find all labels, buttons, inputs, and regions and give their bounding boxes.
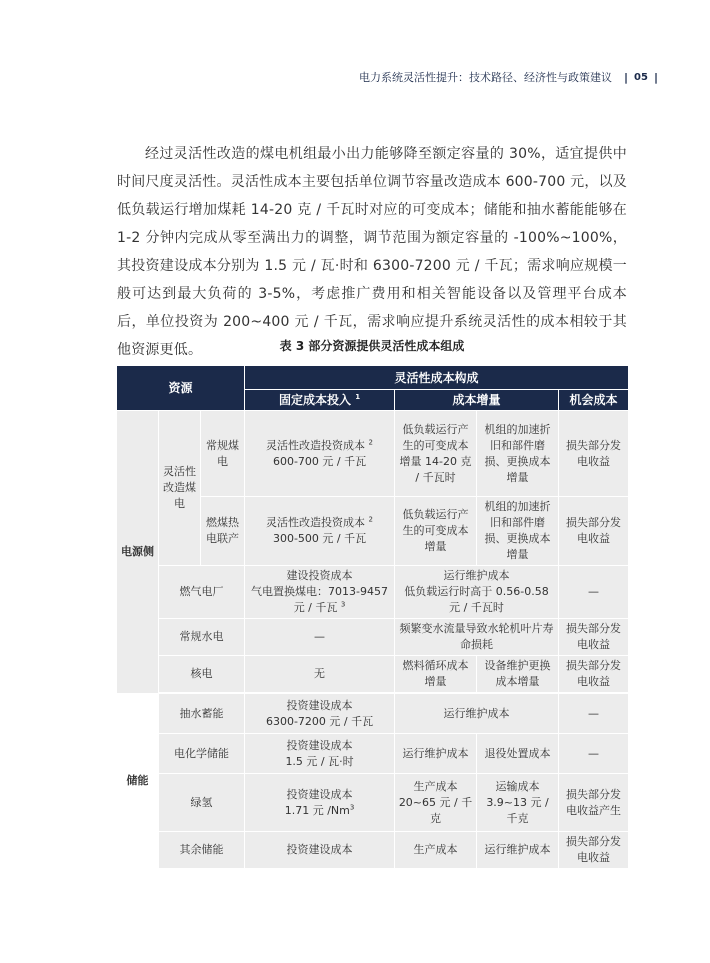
electrochem-opportunity: —	[559, 734, 629, 774]
flex-coal-label: 灵活性改造煤电	[159, 411, 201, 566]
pumped-increment: 运行维护成本	[395, 694, 559, 734]
cost-table	[116, 365, 629, 869]
table-row	[117, 566, 629, 619]
gas-fixed: 建设投资成本 气电置换煤电：7013-9457 元 / 千瓦 $^3$	[245, 566, 395, 619]
header-composition: 灵活性成本构成	[245, 366, 629, 390]
group-storage: 储能	[117, 694, 159, 869]
header-resource: 资源	[117, 366, 245, 411]
row-name-pumped: 抽水蓄能	[159, 694, 245, 734]
conv-coal-increment-b: 机组的加速折旧和部件磨损、更换成本增量	[477, 411, 559, 497]
electrochem-increment-a: 运行维护成本	[395, 734, 477, 774]
nuclear-increment-b: 设备维护更换成本增量	[477, 656, 559, 693]
chp-coal-fixed: 灵活性改造投资成本 $^2$ 300-500 元 / 千瓦	[245, 497, 395, 566]
table-row	[117, 619, 629, 656]
gas-opportunity: —	[559, 566, 629, 619]
table-row	[117, 694, 629, 734]
conv-coal-opportunity: 损失部分发电收益	[559, 411, 629, 497]
row-name-chp-coal: 燃煤热电联产	[201, 497, 245, 566]
table-row	[117, 734, 629, 774]
electrochem-increment-b: 退役处置成本	[477, 734, 559, 774]
row-name-gas: 燃气电厂	[159, 566, 245, 619]
electrochem-fixed: 投资建设成本 1.5 元 / 瓦·时	[245, 734, 395, 774]
header-increment: 成本增量	[395, 390, 559, 411]
header-fixed: 固定成本投入 $^1$	[245, 390, 395, 411]
pumped-fixed: 投资建设成本 6300-7200 元 / 千瓦	[245, 694, 395, 734]
header-opportunity: 机会成本	[559, 390, 629, 411]
header-separator: |	[624, 70, 629, 84]
chp-coal-increment-a: 低负载运行产生的可变成本增量	[395, 497, 477, 566]
conv-coal-increment-a: 低负载运行产生的可变成本增量 14-20 克 / 千瓦时	[395, 411, 477, 497]
hydro-fixed: —	[245, 619, 395, 656]
chp-coal-increment-b: 机组的加速折旧和部件磨损、更换成本增量	[477, 497, 559, 566]
hydro-opportunity: 损失部分发电收益	[559, 619, 629, 656]
table-row	[117, 774, 629, 832]
row-name-hydro: 常规水电	[159, 619, 245, 656]
page-number: 05	[634, 71, 648, 83]
table-row	[117, 411, 629, 497]
row-name-other: 其余储能	[159, 832, 245, 869]
hydrogen-increment-b: 运输成本 3.9~13 元 / 千克	[477, 774, 559, 832]
chp-coal-opportunity: 损失部分发电收益	[559, 497, 629, 566]
table-row	[117, 656, 629, 693]
conv-coal-fixed: 灵活性改造投资成本 $^2$ 600-700 元 / 千瓦	[245, 411, 395, 497]
table-caption: 表 3 部分资源提供灵活性成本组成	[279, 339, 465, 353]
row-name-conv-coal: 常规煤电	[201, 411, 245, 497]
hydrogen-opportunity: 损失部分发电收益产生	[559, 774, 629, 832]
row-name-hydrogen: 绿氢	[159, 774, 245, 832]
body-paragraph: 经过灵活性改造的煤电机组最小出力能够降至额定容量的 30%，适宜提供中时间尺度灵活性。灵活性成本主要包括单位调节容量改造成本 600-700 元，以及低负载运行增加煤耗 14-20 克 / 千瓦时对应的可变成本；储能和抽水蓄能能够在 1-2 分钟内完成从零至满出力的调整，调节范围为额定容量的 -100%~100%，其投资建设成本分别为 1.5 元 / 瓦·时和 6300-7200 元 / 千瓦；需求响应规模一般可达到最大负荷的 3-5%，考虑推广费用和相关智能设备以及管理平台成本后，单位投资为 200~400 元 / 千瓦，需求响应提升系统灵活性的成本相较于其他资源更低。	[117, 146, 627, 358]
other-increment-a: 生产成本	[395, 832, 477, 869]
gas-increment: 运行维护成本 低负载运行时高于 0.56-0.58 元 / 千瓦时	[395, 566, 559, 619]
hydrogen-increment-a: 生产成本 20~65 元 / 千克	[395, 774, 477, 832]
table-row	[117, 832, 629, 869]
header-title: 电力系统灵活性提升：技术路径、经济性与政策建议	[359, 71, 613, 84]
nuclear-opportunity: 损失部分发电收益	[559, 656, 629, 693]
nuclear-increment-a: 燃料循环成本增量	[395, 656, 477, 693]
pumped-opportunity: —	[559, 694, 629, 734]
hydrogen-fixed: 投资建设成本 1.71 元 /Nm$^3$	[245, 774, 395, 832]
other-opportunity: 损失部分发电收益	[559, 832, 629, 869]
other-increment-b: 运行维护成本	[477, 832, 559, 869]
group-supply: 电源侧	[117, 411, 159, 694]
nuclear-fixed: 无	[245, 656, 395, 693]
other-fixed: 投资建设成本	[245, 832, 395, 869]
page-header	[359, 68, 658, 86]
header-separator-right: |	[653, 70, 658, 84]
row-name-nuclear: 核电	[159, 656, 245, 693]
row-name-electrochem: 电化学储能	[159, 734, 245, 774]
hydro-increment: 频繁变水流量导致水轮机叶片寿命损耗	[395, 619, 559, 656]
